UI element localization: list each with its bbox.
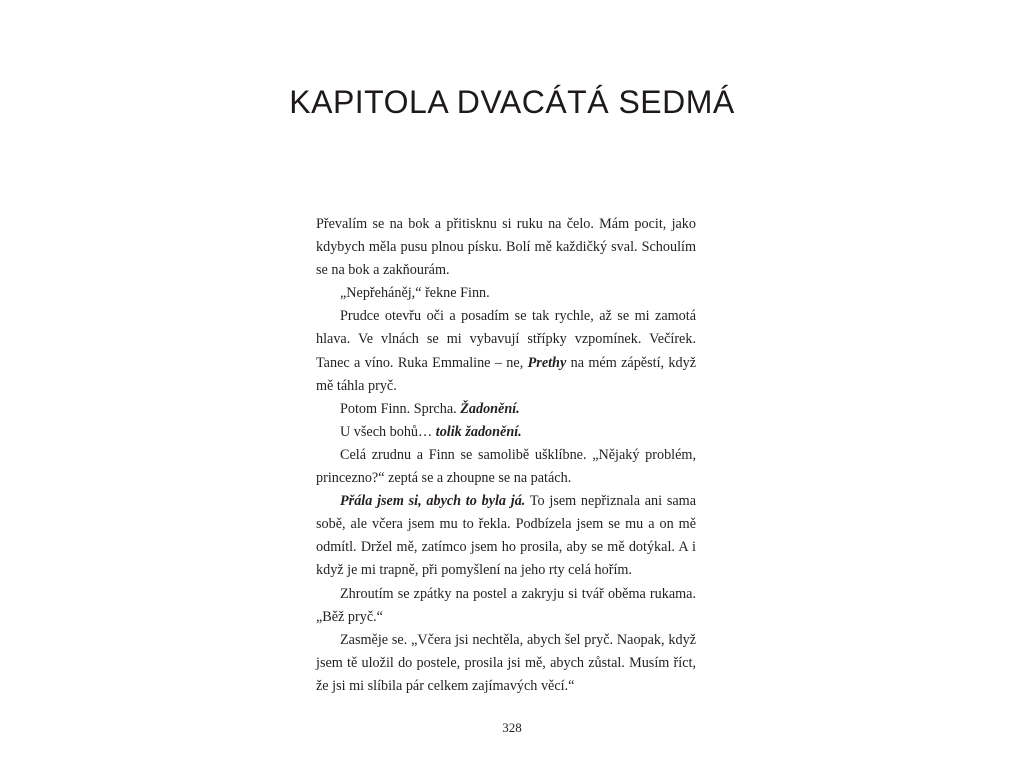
emphasis-text: Žadonění. xyxy=(460,400,520,417)
emphasis-text: Přála jsem si, abych to byla já. xyxy=(340,493,526,510)
text-run: U všech bohů… xyxy=(340,423,436,440)
paragraph xyxy=(316,213,696,282)
text-run: Převalím se na bok a přitisknu si ruku na čelo. Mám pocit, jako kdybych měla pusu plnou písku. Bolí mě každičký sval. Schoulím se na bok a zakňourám. xyxy=(316,216,696,279)
paragraph xyxy=(316,421,696,444)
paragraph xyxy=(316,490,696,582)
paragraph xyxy=(316,282,696,305)
paragraph xyxy=(316,629,696,698)
text-run: Celá zrudnu a Finn se samolibě ušklíbne. „Nějaký problém, princezno?“ zeptá se a zhoupne se na patách. xyxy=(316,446,696,487)
text-run: Zasměje se. „Včera jsi nechtěla, abych šel pryč. Naopak, když jsem tě uložil do postele, prosila jsi mě, abych zůstal. Musím říct, že jsi mi slíbila pár celkem zajímavých věcí.“ xyxy=(316,631,696,694)
chapter-title: KAPITOLA DVACÁTÁ SEDMÁ xyxy=(289,84,735,120)
text-run: Prudce otevřu oči a posadím se tak rychle, až se mi zamotá hlava. Ve vlnách se mi vybavují střípky vzpomínek. Večírek. Tanec a víno. Ruka Emmaline – ne, xyxy=(316,308,696,371)
text-run: To jsem nepřiznala ani sama sobě, ale včera jsem mu to řekla. Podbízela jsem se mu a on mě odmítl. Držel mě, zatímco jsem ho prosila, aby se mě dotýkal. A i když je mi trapně, při pomyšlení na jeho rty celá hořím. xyxy=(316,493,696,579)
paragraph xyxy=(316,444,696,490)
paragraph xyxy=(316,398,696,421)
paragraph xyxy=(316,583,696,629)
text-run: na mém zápěstí, když mě táhla pryč. xyxy=(316,354,697,394)
page-number: 328 xyxy=(502,720,522,735)
emphasis-text: Prethy xyxy=(527,354,567,371)
text-run: Potom Finn. Sprcha. xyxy=(340,400,461,417)
chapter-body xyxy=(316,213,696,698)
text-run: „Nepřeháněj,“ řekne Finn. xyxy=(340,285,490,302)
paragraph xyxy=(316,305,696,397)
emphasis-text: tolik žadonění. xyxy=(435,423,522,440)
text-run: Zhroutím se zpátky na postel a zakryju si tvář oběma rukama. „Běž pryč.“ xyxy=(316,585,696,625)
